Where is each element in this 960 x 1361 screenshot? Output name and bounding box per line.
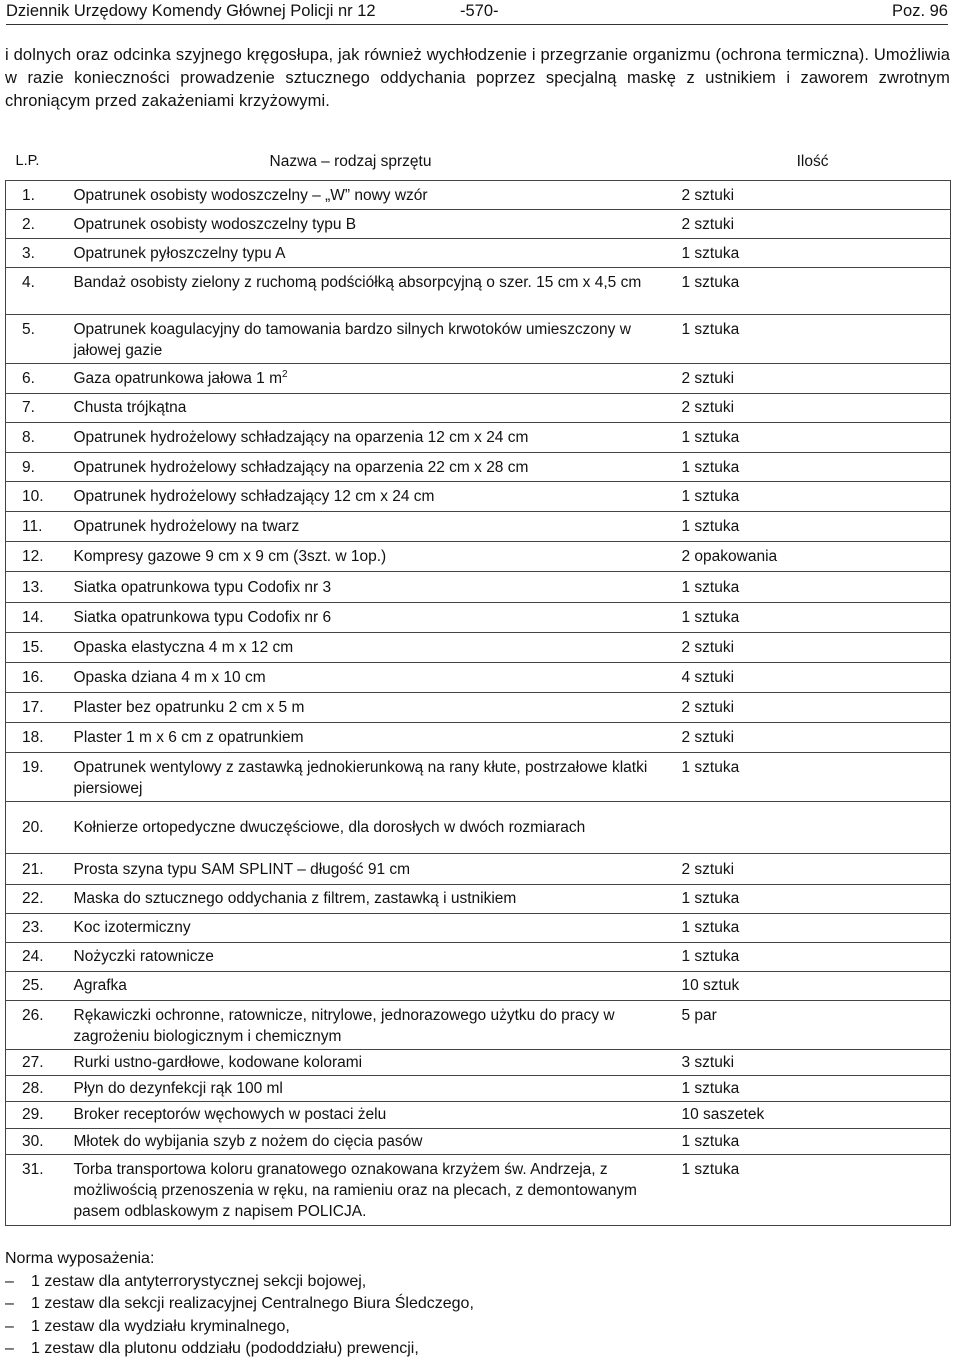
row-qty: 1 sztuka: [674, 453, 951, 482]
norma-item-text: 1 zestaw dla antyterrorystycznej sekcji bojowej,: [31, 1272, 367, 1290]
header-lp: L.P.: [15, 152, 40, 169]
norma-list-item: [5, 1338, 950, 1361]
row-name: [70, 572, 674, 602]
row-name: [70, 239, 674, 268]
row-name-text: Broker receptorów węchowych w postaci żelu: [73, 1106, 387, 1124]
row-qty: 1 sztuka: [674, 884, 951, 913]
table-row: [6, 542, 951, 572]
row-name-text: Opatrunek hydrożelowy na twarz: [73, 518, 300, 536]
row-qty: 1 sztuka: [674, 942, 951, 971]
row-name-text: Rurki ustno-gardłowe, kodowane kolorami: [73, 1054, 363, 1072]
table-row: [6, 181, 951, 210]
row-qty: 1 sztuka: [674, 482, 951, 512]
row-qty: 2 sztuki: [674, 363, 951, 393]
row-name-text: Opatrunek hydrożelowy schładzający na oparzenia 12 cm x 24 cm: [73, 428, 529, 446]
norma-item-text: 1 zestaw dla plutonu oddziału (pododdziału) prewencji,: [31, 1340, 419, 1357]
row-name-text: Torba transportowa koloru granatowego oznakowana krzyżem św. Andrzeja, z możliwością przenoszenia w ręku, na ramieniu oraz na plecach, z demontowanym pasem odblaskowym z napisem POLICJA.: [73, 1160, 637, 1220]
row-qty: 1 sztuka: [674, 268, 951, 314]
table-row: [6, 210, 951, 239]
table-row: [6, 884, 951, 913]
row-qty: 2 sztuki: [674, 210, 951, 239]
table-row: [6, 422, 951, 452]
row-lp: 15.: [6, 632, 70, 662]
row-name: [70, 512, 674, 542]
norma-item-text: 1 zestaw dla sekcji realizacyjnej Centralnego Biura Śledczego,: [31, 1295, 474, 1312]
row-qty: [674, 802, 951, 854]
norma-item-text: 1 zestaw dla wydziału kryminalnego,: [31, 1317, 290, 1335]
row-name: [70, 1076, 674, 1102]
row-lp: 17.: [6, 692, 70, 722]
row-name-text: Opatrunek pyłoszczelny typu A: [73, 244, 286, 262]
row-qty: 4 sztuki: [674, 662, 951, 692]
table-row: [6, 268, 951, 314]
row-name-text: Opatrunek osobisty wodoszczelny – „W” nowy wzór: [73, 186, 428, 204]
row-lp: 31.: [6, 1154, 70, 1225]
row-name-text: Plaster 1 m x 6 cm z opatrunkiem: [73, 729, 304, 747]
row-name-text: Opaska elastyczna 4 m x 12 cm: [73, 638, 294, 656]
table-row: [6, 632, 951, 662]
table-row: [6, 662, 951, 692]
row-lp: 20.: [6, 802, 70, 854]
table-row: [6, 1050, 951, 1076]
table-row: [6, 314, 951, 363]
row-qty: 2 sztuki: [674, 632, 951, 662]
row-name: [70, 753, 674, 802]
row-lp: 4.: [6, 268, 70, 314]
row-lp: 21.: [6, 854, 70, 884]
row-name: [70, 692, 674, 722]
table-row: [6, 512, 951, 542]
row-lp: 12.: [6, 542, 70, 572]
row-lp: 22.: [6, 884, 70, 913]
row-qty: 1 sztuka: [674, 1128, 951, 1154]
row-name-text: Kołnierze ortopedyczne dwuczęściowe, dla dorosłych w dwóch rozmiarach: [73, 819, 586, 837]
row-lp: 23.: [6, 913, 70, 942]
row-name: [70, 723, 674, 753]
row-name: [70, 1128, 674, 1154]
row-qty: 10 sztuk: [674, 971, 951, 1000]
row-lp: 19.: [6, 753, 70, 802]
row-name: [70, 314, 674, 363]
row-qty: 1 sztuka: [674, 572, 951, 602]
row-name-text: Opatrunek osobisty wodoszczelny typu B: [73, 215, 357, 233]
table-row: [6, 971, 951, 1000]
row-name-text: Płyn do dezynfekcji rąk 100 ml: [73, 1080, 283, 1098]
row-qty: 1 sztuka: [674, 239, 951, 268]
row-name-text: Maska do sztucznego oddychania z filtrem, zastawką i ustnikiem: [73, 890, 517, 908]
intro-paragraph: i dolnych oraz odcinka szyjnego kręgosłupa, jak również wychłodzenie i przegrzanie organizmu (ochrona termiczna). Umożliwia w razie konieczności prowadzenie sztucznego oddychania poprzez specjalną maskę z ustnikiem i zaworem zwrotnym chroniącym przed zakażeniami krzyżowymi.: [5, 46, 950, 110]
row-name-text: Agrafka: [73, 977, 127, 995]
row-qty: 3 sztuki: [674, 1050, 951, 1076]
row-qty: 2 sztuki: [674, 723, 951, 753]
page-header: [6, 0, 948, 25]
row-lp: 24.: [6, 942, 70, 971]
row-lp: 25.: [6, 971, 70, 1000]
table-row: [6, 913, 951, 942]
table-row: [6, 572, 951, 602]
row-qty: 1 sztuka: [674, 753, 951, 802]
table-row: [6, 1154, 951, 1225]
header-qty: Ilość: [796, 152, 829, 170]
table-row: [6, 723, 951, 753]
norma-list-item: [5, 1271, 950, 1294]
row-lp: 18.: [6, 723, 70, 753]
row-name-text: Nożyczki ratownicze: [73, 948, 214, 966]
row-qty: 1 sztuka: [674, 602, 951, 632]
page-number: -570-: [460, 2, 499, 20]
row-lp: 2.: [6, 210, 70, 239]
table-row: [6, 692, 951, 722]
row-qty: 2 sztuki: [674, 181, 951, 210]
row-name-text: Opaska dziana 4 m x 10 cm: [73, 668, 266, 686]
row-lp: 1.: [6, 181, 70, 210]
row-qty: 2 sztuki: [674, 393, 951, 422]
row-name: [70, 884, 674, 913]
row-lp: 27.: [6, 1050, 70, 1076]
position-number: Poz. 96: [892, 2, 948, 20]
row-name-text: Plaster bez opatrunku 2 cm x 5 m: [73, 698, 305, 716]
row-lp: 7.: [6, 393, 70, 422]
row-name: [70, 854, 674, 884]
row-qty: 10 saszetek: [674, 1102, 951, 1128]
row-qty: 5 par: [674, 1001, 951, 1050]
table-header-row: [6, 142, 951, 181]
row-name-text: Opatrunek koagulacyjny do tamowania bardzo silnych krwotoków umieszczony w jałowej gazie: [73, 320, 631, 359]
table-row: [6, 482, 951, 512]
row-name-text: Bandaż osobisty zielony z ruchomą podściółką absorpcyjną o szer. 15 cm x 4,5 cm: [73, 274, 642, 292]
row-qty: 1 sztuka: [674, 422, 951, 452]
row-qty: 1 sztuka: [674, 314, 951, 363]
row-name: [70, 913, 674, 942]
row-name-text: Opatrunek hydrożelowy schładzający 12 cm x 24 cm: [73, 488, 435, 506]
row-name: [70, 268, 674, 314]
row-name: [70, 210, 674, 239]
row-name: [70, 632, 674, 662]
row-lp: 3.: [6, 239, 70, 268]
row-name: [70, 422, 674, 452]
row-name: [70, 363, 674, 393]
row-name-text: Młotek do wybijania szyb z nożem do cięcia pasów: [73, 1132, 423, 1150]
norma-section: [5, 1248, 950, 1361]
row-qty: 1 sztuka: [674, 1076, 951, 1102]
table-row: [6, 393, 951, 422]
equipment-table: [5, 142, 950, 1226]
row-qty: 1 sztuka: [674, 913, 951, 942]
row-name-text: Opatrunek wentylowy z zastawką jednokierunkową na rany kłute, postrzałowe klatki piersiowej: [73, 759, 648, 798]
row-name: [70, 181, 674, 210]
table-row: [6, 753, 951, 802]
row-name: [70, 602, 674, 632]
norma-list-item: [5, 1316, 950, 1339]
dash-bullet: –: [5, 1340, 14, 1357]
row-name-text: Koc izotermiczny: [73, 919, 191, 937]
row-lp: 5.: [6, 314, 70, 363]
row-qty: 2 sztuki: [674, 854, 951, 884]
row-name-text: Prosta szyna typu SAM SPLINT – długość 91 cm: [73, 860, 411, 878]
table-row: [6, 239, 951, 268]
row-lp: 30.: [6, 1128, 70, 1154]
row-name-text: Rękawiczki ochronne, ratownicze, nitrylowe, jednorazowego użytku do pracy w zagrożeniu biologicznym i chemicznym: [73, 1007, 615, 1046]
row-name: [70, 482, 674, 512]
table-row: [6, 1128, 951, 1154]
table-row: [6, 1001, 951, 1050]
table-row: [6, 1102, 951, 1128]
row-name-text: Siatka opatrunkowa typu Codofix nr 6: [73, 608, 332, 626]
row-lp: 29.: [6, 1102, 70, 1128]
row-qty: 1 sztuka: [674, 512, 951, 542]
row-lp: 8.: [6, 422, 70, 452]
row-lp: 26.: [6, 1001, 70, 1050]
header-name: Nazwa – rodzaj sprzętu: [269, 152, 432, 170]
row-name: [70, 1102, 674, 1128]
table-row: [6, 1076, 951, 1102]
row-name: [70, 542, 674, 572]
row-qty: 2 sztuki: [674, 692, 951, 722]
table-row: [6, 453, 951, 482]
table-row: [6, 854, 951, 884]
row-name-text: Gaza opatrunkowa jałowa 1 m: [73, 369, 283, 387]
row-qty: 2 opakowania: [674, 542, 951, 572]
dash-bullet: –: [5, 1317, 14, 1335]
row-name-text: Opatrunek hydrożelowy schładzający na oparzenia 22 cm x 28 cm: [73, 458, 529, 476]
row-name: [70, 453, 674, 482]
norma-list-item: [5, 1293, 950, 1316]
row-name-text: Siatka opatrunkowa typu Codofix nr 3: [73, 578, 332, 596]
row-lp: 11.: [6, 512, 70, 542]
row-name: [70, 1050, 674, 1076]
dash-bullet: –: [5, 1272, 14, 1290]
row-lp: 10.: [6, 482, 70, 512]
table-row: [6, 802, 951, 854]
row-name: [70, 393, 674, 422]
row-lp: 28.: [6, 1076, 70, 1102]
norma-title: Norma wyposażenia:: [5, 1250, 155, 1267]
row-name-text: Kompresy gazowe 9 cm x 9 cm (3szt. w 1op.): [73, 548, 387, 566]
table-row: [6, 942, 951, 971]
table-row: [6, 602, 951, 632]
row-lp: 6.: [6, 363, 70, 393]
table-row: [6, 363, 951, 393]
row-name-text: Chusta trójkątna: [73, 399, 187, 417]
row-qty: 1 sztuka: [674, 1154, 951, 1225]
row-name: [70, 802, 674, 854]
row-lp: 13.: [6, 572, 70, 602]
row-name: [70, 942, 674, 971]
row-name: [70, 1001, 674, 1050]
row-lp: 16.: [6, 662, 70, 692]
row-name: [70, 971, 674, 1000]
row-lp: 9.: [6, 453, 70, 482]
dash-bullet: –: [5, 1295, 14, 1312]
row-name: [70, 662, 674, 692]
row-lp: 14.: [6, 602, 70, 632]
row-name: [70, 1154, 674, 1225]
row-name-superscript: 2: [282, 368, 288, 380]
journal-title: Dziennik Urzędowy Komendy Głównej Policji nr 12: [6, 2, 376, 20]
